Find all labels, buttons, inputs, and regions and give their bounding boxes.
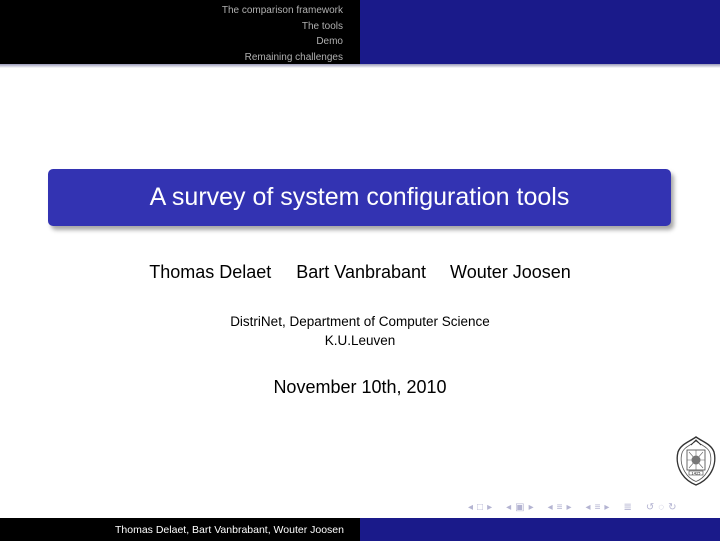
nav-frame-back-icon[interactable]: ◂	[506, 501, 512, 513]
nav-slide-back-icon[interactable]: ◂	[468, 501, 474, 513]
presentation-date: November 10th, 2010	[273, 377, 447, 397]
logo-year: 1425	[691, 471, 701, 476]
nav-item-comparison-framework[interactable]: The comparison framework	[221, 5, 343, 16]
header-bar	[0, 0, 720, 64]
nav-subsection-back-icon[interactable]: ◂	[547, 501, 553, 513]
title-box	[48, 169, 671, 226]
footer-left-panel	[0, 518, 360, 541]
author-name: Thomas Delaet	[149, 262, 272, 282]
footer-right-panel	[360, 518, 720, 541]
author-list	[0, 262, 720, 283]
header-shadow	[0, 64, 720, 68]
affiliation-department: DistriNet, Department of Computer Science	[230, 314, 490, 329]
university-seal-logo	[675, 436, 717, 486]
nav-frame-icon[interactable]: ▣	[515, 501, 525, 513]
nav-search-icon[interactable]: ↺	[645, 501, 655, 513]
nav-slide-icon[interactable]: □	[477, 501, 484, 513]
footer-authors: Thomas Delaet, Bart Vanbrabant, Wouter Joosen	[115, 523, 344, 536]
nav-frame-forward-icon[interactable]: ▸	[528, 501, 534, 513]
nav-item-the-tools[interactable]: The tools	[301, 20, 343, 32]
nav-zoom-icon[interactable]: ◌	[658, 501, 665, 513]
nav-item-remaining-challenges[interactable]: Remaining challenges	[244, 51, 343, 63]
header-right-panel	[360, 0, 720, 64]
nav-slide-forward-icon[interactable]: ▸	[487, 501, 493, 513]
beamer-nav-symbols	[466, 500, 679, 514]
nav-document-icon[interactable]: ≣	[623, 501, 632, 513]
nav-item-demo[interactable]: Demo	[316, 36, 343, 47]
section-nav	[222, 3, 343, 65]
nav-subsection-icon[interactable]: ≡	[556, 501, 563, 513]
author-name: Bart Vanbrabant	[296, 262, 427, 282]
affiliation-university: K.U.Leuven	[324, 333, 396, 348]
slide-title: A survey of system configuration tools	[149, 183, 570, 211]
nav-section-back-icon[interactable]: ◂	[585, 501, 591, 513]
nav-section-forward-icon[interactable]: ▸	[604, 501, 610, 513]
nav-subsection-forward-icon[interactable]: ▸	[566, 501, 572, 513]
nav-back-icon[interactable]: ↻	[668, 501, 677, 513]
nav-section-icon[interactable]: ≡	[594, 501, 601, 513]
author-name: Wouter Joosen	[450, 262, 571, 282]
header-left-panel	[0, 0, 360, 64]
